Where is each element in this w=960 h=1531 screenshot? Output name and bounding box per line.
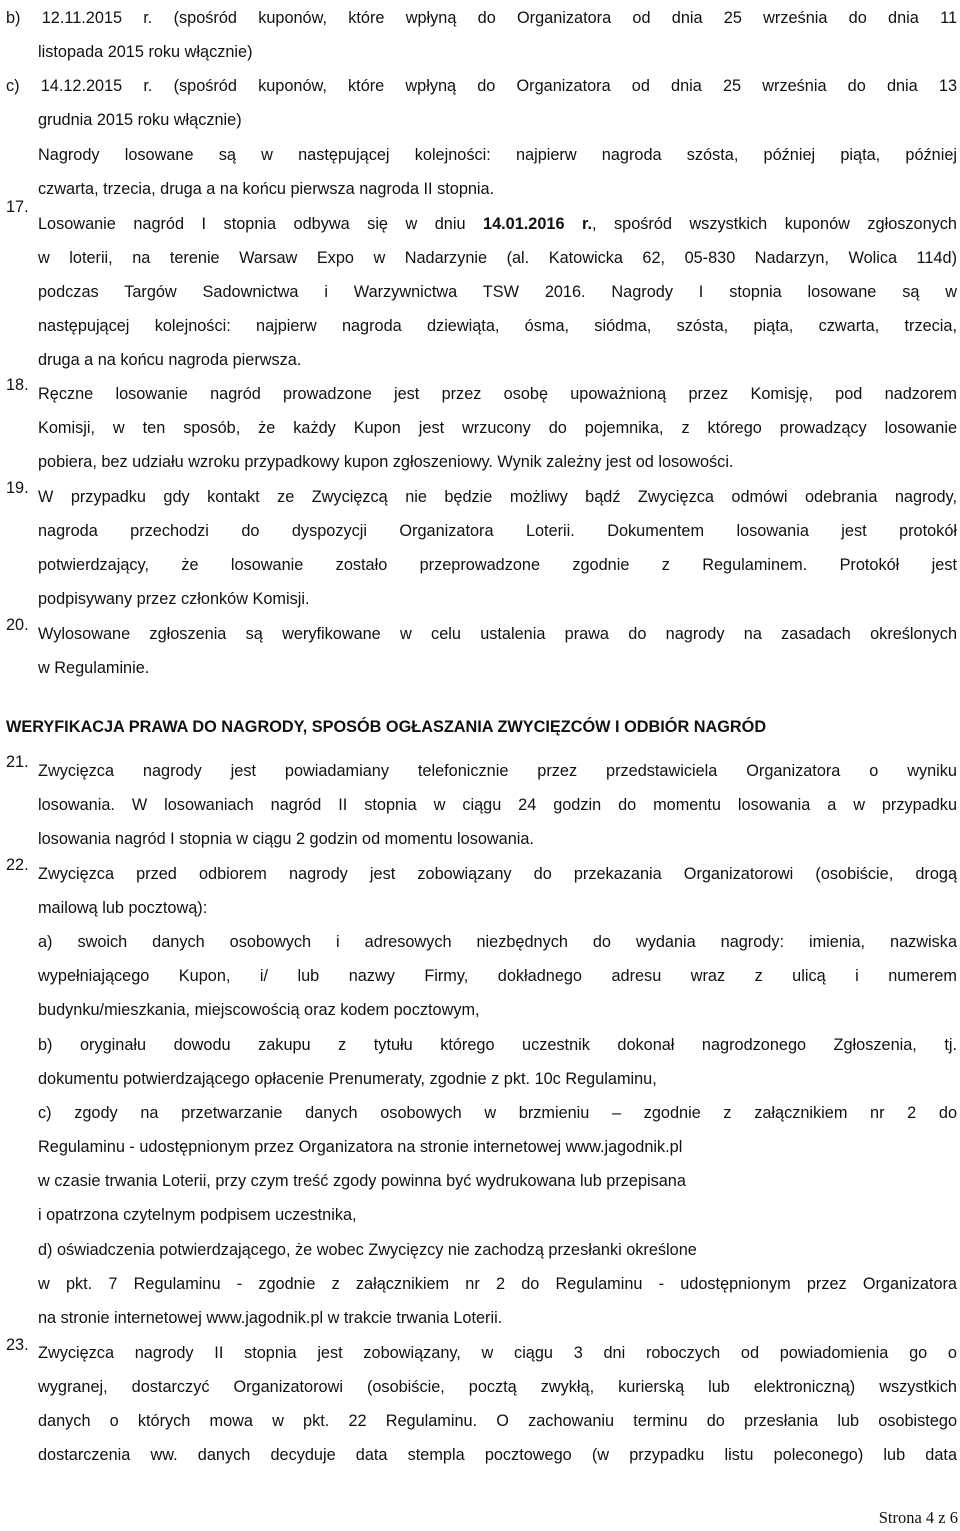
text-line: dokumentu potwierdzającego opłacenie Prenumeraty, zgodnie z pkt. 10c Regulaminu, xyxy=(38,1070,657,1088)
text-line: Regulaminu - udostępnionym przez Organizatora na stronie internetowej www.jagodnik.pl xyxy=(38,1138,683,1156)
text-line: losowania. W losowaniach nagród II stopnia w ciągu 24 godzin do momentu losowania a w przypadku xyxy=(38,796,957,814)
text-line: druga a na końcu nagroda pierwsza. xyxy=(38,351,302,369)
item-number-22: 22. xyxy=(6,856,29,874)
text-line: danych o których mowa w pkt. 22 Regulaminu. O zachowaniu terminu do przesłania lub osobistego xyxy=(38,1412,957,1430)
text-line: nagroda przechodzi do dyspozycji Organizatora Loterii. Dokumentem losowania jest protokół xyxy=(38,522,957,540)
text-line: w Regulaminie. xyxy=(38,659,150,677)
text-line: d) oświadczenia potwierdzającego, że wobec Zwycięzcy nie zachodzą przesłanki określone xyxy=(38,1241,697,1259)
text-line: listopada 2015 roku włącznie) xyxy=(38,43,253,61)
text-line: potwierdzający, że losowanie zostało przeprowadzone zgodnie z Regulaminem. Protokół jest xyxy=(38,556,957,574)
text-line: mailową lub pocztową): xyxy=(38,899,208,917)
page-footer: Strona 4 z 6 xyxy=(878,1508,958,1527)
text-line: Wylosowane zgłoszenia są weryfikowane w celu ustalenia prawa do nagrody na zasadach określonych xyxy=(38,625,957,643)
text-line: W przypadku gdy kontakt ze Zwycięzcą nie będzie możliwy bądź Zwycięzca odmówi odebrania nagrody, xyxy=(38,488,957,506)
text-line: b) oryginału dowodu zakupu z tytułu którego uczestnik dokonał nagrodzonego Zgłoszenia, tj. xyxy=(38,1036,957,1054)
text-line: w loterii, na terenie Warsaw Expo w Nadarzynie (al. Katowicka 62, 05-830 Nadarzyn, Wolica 114d) xyxy=(38,249,957,267)
section-heading: WERYFIKACJA PRAWA DO NAGRODY, SPOSÓB OGŁASZANIA ZWYCIĘZCÓW I ODBIÓR NAGRÓD xyxy=(6,718,767,736)
text-line: dostarczenia ww. danych decyduje data stempla pocztowego (w przypadku listu poleconego) lub data xyxy=(38,1446,957,1464)
text-line: Losowanie nagród I stopnia odbywa się w dniu 14.01.2016 r., spośród wszystkich kuponów zgłoszonych xyxy=(38,215,957,233)
text-line: c) zgody na przetwarzanie danych osobowych w brzmieniu – zgodnie z załącznikiem nr 2 do xyxy=(38,1104,957,1122)
text-line: pobiera, bez udziału wzroku przypadkowy kupon zgłoszeniowy. Wynik zależny jest od losowości. xyxy=(38,453,734,471)
item-number-23: 23. xyxy=(6,1336,29,1354)
text-line: w pkt. 7 Regulaminu - zgodnie z załącznikiem nr 2 do Regulaminu - udostępnionym przez Organizatora xyxy=(38,1275,957,1293)
text-continuation: , spośród wszystkich kuponów zgłoszonych xyxy=(591,215,957,233)
text-line: c) 14.12.2015 r. (spośród kuponów, które wpłyną do Organizatora od dnia 25 września do dnia 13 xyxy=(6,77,957,95)
text-line: Zwycięzca nagrody jest powiadamiany telefonicznie przez przedstawiciela Organizatora o wyniku xyxy=(38,762,957,780)
text-line: Zwycięzca nagrody II stopnia jest zobowiązany, w ciągu 3 dni roboczych od powiadomienia go o xyxy=(38,1344,957,1362)
item-number-19: 19. xyxy=(6,479,29,497)
text-line: podczas Targów Sadownictwa i Warzywnictwa TSW 2016. Nagrody I stopnia losowane są w xyxy=(38,283,957,301)
text-line: wypełniającego Kupon, i/ lub nazwy Firmy, dokładnego adresu wraz z ulicą i numerem xyxy=(38,967,957,985)
text-line: następującej kolejności: najpierw nagroda dziewiąta, ósma, siódma, szósta, piąta, czwarta, trzecia, xyxy=(38,317,957,335)
text-line: na stronie internetowej www.jagodnik.pl w trakcie trwania Loterii. xyxy=(38,1309,503,1327)
item-number-18: 18. xyxy=(6,376,29,394)
text-line: i opatrzona czytelnym podpisem uczestnika, xyxy=(38,1206,357,1224)
text-line: wygranej, dostarczyć Organizatorowi (osobiście, pocztą zwykłą, kurierską lub elektroniczną) wszystkich xyxy=(38,1378,957,1396)
item-number-17: 17. xyxy=(6,198,29,216)
text-line: losowania nagród I stopnia w ciągu 2 godzin od momentu losowania. xyxy=(38,830,534,848)
text-line: a) swoich danych osobowych i adresowych niezbędnych do wydania nagrody: imienia, nazwiska xyxy=(38,933,957,951)
text-line: Ręczne losowanie nagród prowadzone jest przez osobę upoważnioną przez Komisję, pod nadzorem xyxy=(38,385,957,403)
bold-date: 14.01.2016 r. xyxy=(483,215,592,233)
item-number-20: 20. xyxy=(6,616,29,634)
text-line: podpisywany przez członków Komisji. xyxy=(38,590,310,608)
text-line: grudnia 2015 roku włącznie) xyxy=(38,111,242,129)
text-line: Nagrody losowane są w następującej kolejności: najpierw nagroda szósta, później piąta, później xyxy=(38,146,957,164)
text-line: budynku/mieszkania, miejscowością oraz kodem pocztowym, xyxy=(38,1001,480,1019)
text-line: czwarta, trzecia, druga a na końcu pierwsza nagroda II stopnia. xyxy=(38,180,495,198)
text-line: b) 12.11.2015 r. (spośród kuponów, które wpłyną do Organizatora od dnia 25 września do dnia 11 xyxy=(6,9,957,27)
text-line: Zwycięzca przed odbiorem nagrody jest zobowiązany do przekazania Organizatorowi (osobiście, drogą xyxy=(38,865,957,883)
text-line: Komisji, w ten sposób, że każdy Kupon jest wrzucony do pojemnika, z którego prowadzący losowanie xyxy=(38,419,957,437)
item-number-21: 21. xyxy=(6,753,29,771)
text-line: w czasie trwania Loterii, przy czym treść zgody powinna być wydrukowana lub przepisana xyxy=(38,1172,686,1190)
